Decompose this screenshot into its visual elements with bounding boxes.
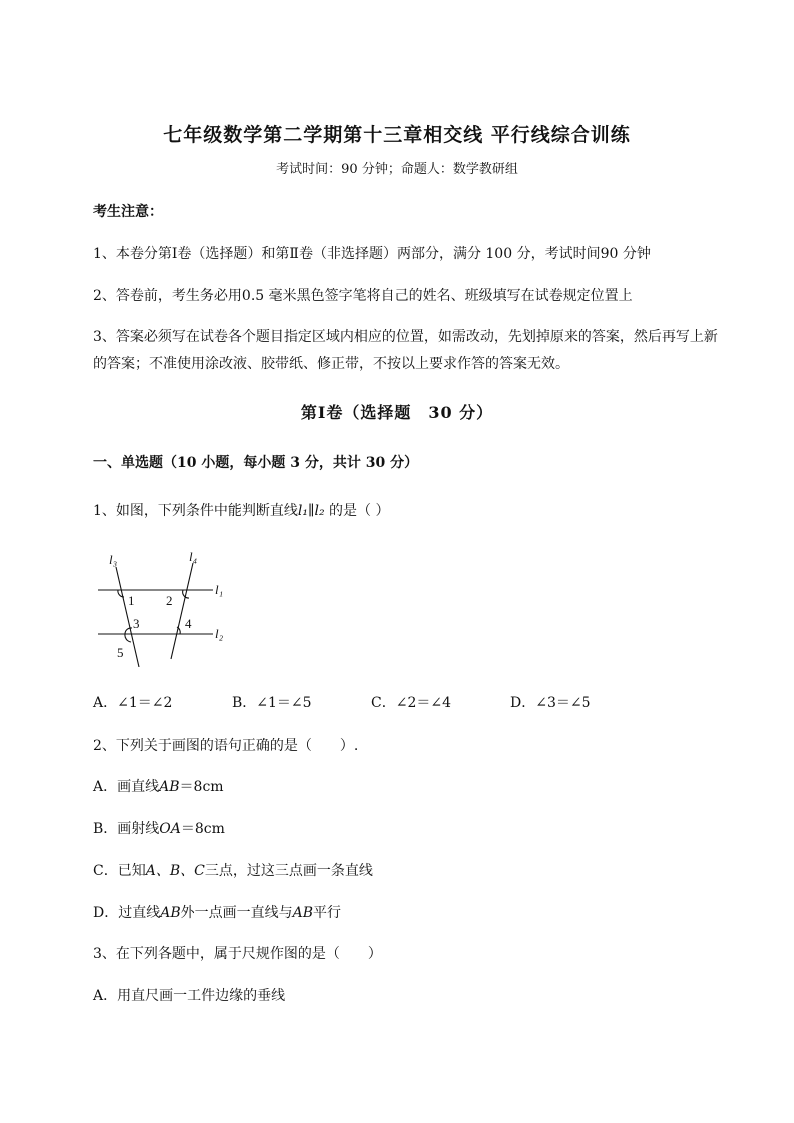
notice-heading: 考生注意：: [93, 204, 163, 220]
notice-item-2: 2、答卷前，考生务必用0.5 毫米黑色签字笔将自己的姓名、班级填写在试卷规定位置上: [93, 288, 633, 304]
notice-item-1: 1、本卷分第Ⅰ卷（选择题）和第Ⅱ卷（非选择题）两部分，满分 100 分，考试时间90 分钟: [93, 246, 651, 262]
question-1-figure: [95, 547, 235, 667]
question-2-option-c-prefix: C．已知: [93, 863, 146, 879]
label-angle-2: 2: [166, 593, 173, 608]
question-2-option-c-math: A、B、C: [145, 863, 205, 879]
section-title: 第Ⅰ卷（选择题 30 分）: [300, 403, 494, 422]
exam-info: 考试时间：90 分钟；命题人：数学教研组: [276, 162, 518, 177]
label-l1: l₁: [215, 582, 224, 597]
question-2-option-d: [93, 902, 341, 922]
question-1-stem-math: l₁∥l₂: [297, 503, 325, 519]
question-2-option-d-mid: 外一点画一直线与: [180, 905, 293, 921]
label-angle-3: 3: [133, 616, 140, 631]
question-2-option-a: [93, 776, 224, 796]
line-l4: [171, 563, 193, 659]
label-l3: l₃: [109, 552, 118, 567]
question-2-option-c: [93, 860, 373, 880]
question-2-option-b-suffix: ＝8cm: [180, 821, 225, 837]
question-2-option-b: [93, 818, 225, 838]
question-2-option-a-math: AB: [159, 779, 180, 795]
question-1-stem-prefix: 1、如图，下列条件中能判断直线: [93, 503, 298, 519]
angle-5-arc: [125, 634, 131, 642]
question-1-options: [93, 692, 591, 712]
label-l2: l₂: [215, 626, 224, 641]
question-2-option-b-prefix: B．画射线: [93, 821, 160, 837]
question-2-option-a-prefix: A．画直线: [93, 779, 160, 795]
question-2-option-a-suffix: ＝8cm: [179, 779, 224, 795]
question-1-stem: [93, 500, 389, 520]
question-3-stem: 3、在下列各题中，属于尺规作图的是（ ）: [93, 946, 382, 962]
question-3-option-a: A．用直尺画一工件边缘的垂线: [93, 988, 286, 1004]
label-angle-1: 1: [128, 593, 135, 608]
question-1-stem-suffix: 的是（ ）: [324, 503, 390, 519]
label-l4: l₄: [189, 549, 198, 564]
label-angle-4: 4: [185, 616, 192, 631]
question-1-option-c: C．∠2＝∠4: [371, 695, 451, 711]
page-title: 七年级数学第二学期第十三章相交线 平行线综合训练: [163, 124, 631, 146]
question-2-option-d-prefix: D．过直线: [93, 905, 161, 921]
part-title: 一、单选题（10 小题，每小题 3 分，共计 30 分）: [93, 455, 419, 471]
question-1-option-b: B．∠1＝∠5: [232, 695, 312, 711]
question-2-option-d-math: AB: [160, 905, 181, 921]
question-1-option-a: A．∠1＝∠2: [93, 695, 173, 711]
question-2-option-c-suffix: 三点，过这三点画一条直线: [204, 863, 373, 879]
question-2-stem: 2、下列关于画图的语句正确的是（ ）.: [93, 738, 359, 754]
notice-item-3-line-2: 的答案；不准使用涂改液、胶带纸、修正带，不按以上要求作答的答案无效。: [93, 356, 569, 372]
question-1-option-d: D．∠3＝∠5: [510, 695, 591, 711]
question-2-option-d-math-2: AB: [292, 905, 314, 921]
notice-item-3-line-1: 3、答案必须写在试卷各个题目指定区域内相应的位置，如需改动，先划掉原来的答案，然后再写上新: [93, 329, 718, 345]
question-2-option-d-suffix: 平行: [313, 905, 342, 921]
question-2-option-b-math: OA: [159, 821, 181, 837]
label-angle-5: 5: [117, 645, 124, 660]
